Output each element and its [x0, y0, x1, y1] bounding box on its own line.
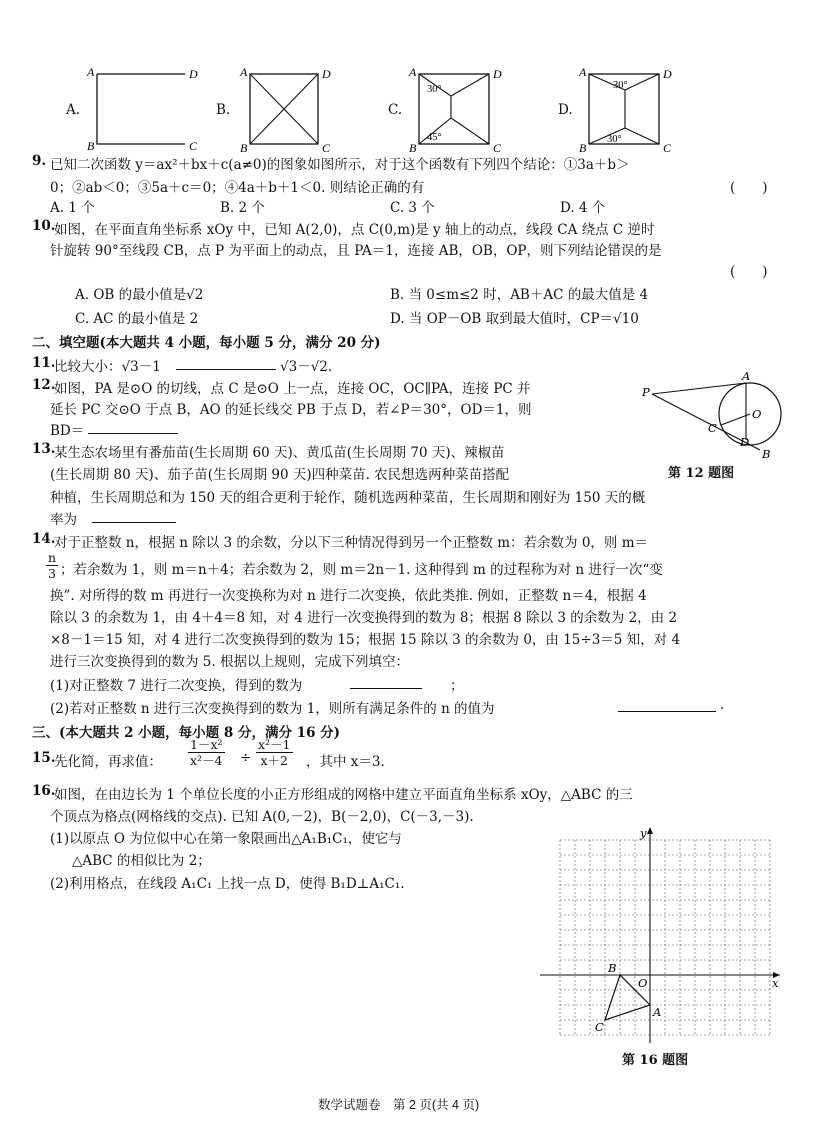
q8c-angle-top: 30° [427, 84, 442, 95]
q12-label-o: O [752, 407, 762, 421]
q11-number: 11. [32, 355, 56, 371]
q16-grid-figure [540, 825, 790, 1045]
q15-number: 15. [32, 750, 56, 766]
q14-line-5: ×8－1＝15 知，对 4 进行二次变换得到的数为 15；根据 15 除以 3 的余数为 0，由 15÷3＝5 知，对 4 [50, 632, 681, 648]
q11-text-a: 比较大小：√3－1 [54, 359, 161, 375]
page-footer: 数学试题卷 第 2 页(共 4 页) [318, 1098, 480, 1112]
q14-sub-1: (1)对正整数 7 进行二次变换，得到的数为 [50, 678, 303, 694]
q16-sub-2: (2)利用格点，在线段 A₁C₁ 上找一点 D，使得 B₁D⊥A₁C₁. [50, 876, 405, 892]
q8-option-c-label: C. [388, 102, 403, 118]
section-3-title: 三、(本大题共 2 小题，每小题 8 分，满分 16 分) [32, 725, 341, 741]
q14-line-2: ；若余数为 1，则 m＝n＋4；若余数为 2，则 m＝2n－1. 这种得到 m 的过程称为对 n 进行一次“变 [60, 562, 663, 578]
q16-grid [560, 840, 770, 1035]
q14-fraction [46, 550, 58, 581]
q9-option-b: B. 2 个 [220, 200, 265, 216]
q16-sub-1a: (1)以原点 O 为位似中心在第一象限画出△A₁B₁C₁，使它与 [50, 831, 402, 847]
q13-answer-blank[interactable] [92, 510, 176, 523]
q10-option-c: C. AC 的最小值是 2 [75, 311, 199, 327]
q8d-vertex-a: A [579, 65, 587, 79]
q9-line-1: 已知二次函数 y＝ax²＋bx＋c(a≠0)的图象如图所示，对于这个函数有下列四个结论：①3a＋b＞ [50, 157, 630, 173]
q8a-vertex-a: A [87, 65, 95, 79]
q15-divide: ÷ [240, 750, 252, 766]
q16-label-o: O [638, 976, 648, 990]
q9-line-2: 0；②ab＜0；③5a＋c＝0；④4a＋b＋1＜0. 则结论正确的有 [50, 180, 425, 196]
q16-sub-1b: △ABC 的相似比为 2； [72, 853, 211, 869]
q10-line-1: 如图，在平面直角坐标系 xOy 中，已知 A(2,0)，点 C(0,m)是 y 轴上的动点，线段 CA 绕点 C 逆时 [54, 222, 655, 238]
q12-figure-caption: 第 12 题图 [668, 466, 735, 481]
q8-option-b-label: B. [216, 102, 231, 118]
q11-answer-blank[interactable] [176, 357, 276, 370]
q10-option-a: A. OB 的最小值是√2 [75, 287, 204, 303]
q12-label-c: C [708, 421, 717, 435]
q16-figure-caption: 第 16 题图 [622, 1053, 689, 1068]
q8d-angle-bottom: 30° [607, 134, 622, 145]
q14-sub-2: (2)若对正整数 n 进行三次变换得到的数为 1，则所有满足条件的 n 的值为 [50, 701, 495, 717]
q9-option-c: C. 3 个 [390, 200, 435, 216]
q15-text-a: 先化简，再求值： [54, 754, 162, 770]
q15-f1-num: 1－x² [190, 737, 223, 752]
q8c-vertex-a: A [409, 65, 417, 79]
q15-text-b: ，其中 x＝3. [306, 754, 385, 770]
q13-line-4: 率为 [50, 512, 77, 528]
q13-line-3: 种植，生长周期总和为 150 天的组合更利于轮作，随机选两种菜苗，生长周期和刚好为 150 天的概 [50, 490, 646, 506]
q9-answer-paren: ( ) [730, 180, 768, 196]
q8c-vertex-c: C [493, 141, 502, 155]
q12-label-b: B [762, 447, 771, 461]
q8b-vertex-a: A [240, 65, 248, 79]
section-2-title: 二、填空题(本大题共 4 小题，每小题 5 分，满分 20 分) [32, 335, 381, 351]
q8c-vertex-d: D [493, 67, 502, 81]
q16-line-1: 如图，在由边长为 1 个单位长度的小正方形组成的网格中建立平面直角坐标系 xOy，△ABC 的三 [54, 787, 633, 803]
q8b-vertex-d: D [322, 67, 331, 81]
q10-number: 10. [32, 218, 56, 234]
q9-option-d: D. 4 个 [560, 200, 606, 216]
q13-line-2: (生长周期 80 天)、茄子苗(生长周期 90 天)四种菜苗. 农民想选两种菜苗搭配 [50, 467, 510, 483]
q12-line-3: BD＝ [50, 423, 85, 439]
q8-option-d-figure [575, 62, 705, 157]
q16-line-2: 个顶点为格点(网格线的交点). 已知 A(0,－2)，B(－2,0)，C(－3,－3). [50, 809, 474, 825]
q10-answer-paren: ( ) [730, 264, 768, 280]
q14-sub-1-end: ； [450, 678, 464, 694]
q8a-vertex-b: B [87, 139, 95, 153]
q12-label-p: P [642, 385, 650, 399]
q12-line-1: 如图，PA 是⊙O 的切线，点 C 是⊙O 上一点，连接 OC，OC∥PA，连接 PC 并 [54, 381, 531, 397]
q14-line-6: 进行三次变换得到的数为 5. 根据以上规则，完成下列填空： [50, 654, 409, 670]
q16-y-arrow [647, 827, 653, 834]
q8d-vertex-b: B [579, 141, 587, 155]
q8b-vertex-b: B [240, 141, 248, 155]
q16-label-y: y [640, 826, 647, 840]
q16-label-a: A [653, 1005, 662, 1019]
q15-fraction-1 [188, 737, 225, 768]
q8-option-c-figure [405, 62, 535, 157]
q14-frac-den: 3 [48, 566, 56, 581]
q8c-vertex-b: B [409, 141, 417, 155]
q14-line-4: 除以 3 的余数为 1，由 4＋4＝8 知，对 4 进行一次变换得到的数为 8；根据 8 除以 3 的余数为 2，由 2 [50, 610, 678, 626]
q11-text-b: √3－√2. [280, 359, 333, 375]
q12-number: 12. [32, 377, 56, 393]
q8-option-figures [60, 62, 820, 162]
q16-label-b: B [608, 961, 617, 975]
q10-option-b: B. 当 0≤m≤2 时，AB＋AC 的最大值是 4 [390, 287, 649, 303]
q12-figure [640, 370, 790, 465]
q8-option-d-label: D. [558, 102, 573, 118]
q14-number: 14. [32, 531, 56, 547]
q13-number: 13. [32, 441, 56, 457]
q15-fraction-2 [256, 737, 293, 768]
q16-number: 16. [32, 783, 56, 799]
q10-line-2: 针旋转 90°至线段 CB，点 P 为平面上的动点，且 PA＝1，连接 AB，OB，OP，则下列结论错误的是 [50, 243, 662, 259]
q12-line-2: 延长 PC 交⊙O 于点 B，AO 的延长线交 PB 于点 D，若∠P＝30°，OD＝1，则 [50, 402, 532, 418]
q16-label-x: x [772, 976, 779, 990]
q8-option-a-figure [85, 62, 215, 157]
q12-answer-blank[interactable] [88, 421, 178, 434]
q14-sub-2-blank[interactable] [618, 699, 716, 712]
q8d-vertex-c: C [663, 141, 672, 155]
q12-label-d: D [740, 435, 750, 449]
q9-number: 9. [32, 153, 47, 169]
q8d-vertex-d: D [663, 67, 672, 81]
q13-line-1: 某生态农场里有番茄苗(生长周期 60 天)、黄瓜苗(生长周期 70 天)、辣椒苗 [54, 445, 505, 461]
q14-frac-num: n [48, 550, 57, 565]
q14-sub-1-blank[interactable] [350, 676, 422, 689]
q14-line-3: 换”. 对所得的数 m 再进行一次变换称为对 n 进行二次变换，依此类推. 例如，正整数 n＝4，根据 4 [50, 588, 647, 604]
q14-sub-2-end: . [720, 697, 725, 713]
q8-option-b-figure [236, 62, 366, 157]
q15-f1-den: x²－4 [190, 753, 223, 768]
q8c-angle-bottom: 45° [427, 132, 442, 143]
q15-f2-num: x²－1 [258, 737, 291, 752]
q8a-vertex-d: D [189, 67, 198, 81]
q8b-vertex-c: C [322, 141, 331, 155]
q9-option-a: A. 1 个 [50, 200, 95, 216]
q10-option-d: D. 当 OP－OB 取到最大值时，CP＝√10 [390, 311, 639, 327]
q16-label-c: C [595, 1020, 604, 1034]
q12-label-a: A [742, 370, 751, 383]
q14-line-1: 对于正整数 n，根据 n 除以 3 的余数，分以下三种情况得到另一个正整数 m：若余数为 0，则 m＝ [54, 535, 648, 551]
q8a-vertex-c: C [189, 139, 198, 153]
q8-option-a-label: A. [66, 102, 81, 118]
q15-f2-den: x＋2 [260, 753, 289, 768]
q8d-angle-top: 30° [613, 80, 628, 91]
